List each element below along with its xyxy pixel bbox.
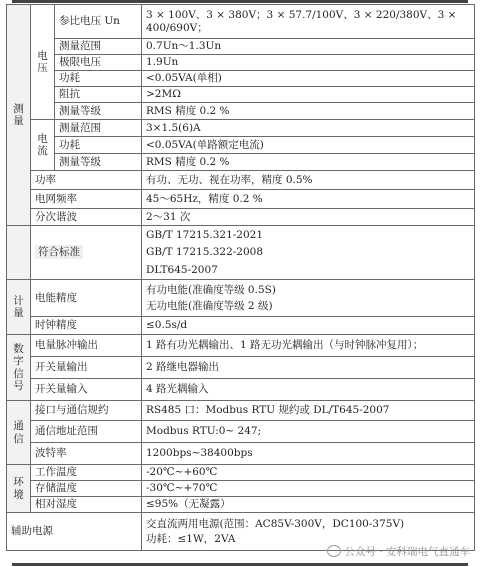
table-row [7,481,475,497]
row-label: 功耗 [55,71,142,87]
table-row [7,55,475,71]
row-value: 45～65Hz，精度 0.2 % [142,190,475,209]
standard-line: GB/T 17215.321-2021 [146,228,264,241]
category-meter: 计 量 [7,280,31,335]
row-label: 电能精度 [31,280,142,317]
row-value: 3×1.5(6)A [142,120,475,137]
row-value: 4 路光耦输入 [142,379,475,401]
aux-line: 功耗：≤1W，2VA [146,533,236,545]
row-value: ≤95%（无凝露） [142,497,475,513]
category-comm: 通 信 [7,401,31,465]
row-label: 通信地址范围 [31,421,142,443]
row-label: 功率 [31,171,142,190]
spec-table [6,4,475,551]
table-row [7,39,475,55]
row-label: 符合标准 [31,226,142,280]
wechat-icon [327,545,341,557]
standard-line: GB/T 17215.322-2008 [146,246,264,259]
row-label: 电网频率 [31,190,142,209]
row-label: 分次谐波 [31,209,142,226]
table-row [7,209,475,226]
row-value: 1200bps~38400bps [142,443,475,465]
table-row [7,120,475,137]
row-label: 极限电压 [55,55,142,71]
table-row [7,171,475,190]
row-label: 波特率 [31,443,142,465]
category-digital: 数 字 信 号 [7,335,31,401]
table-row [7,280,475,317]
category-measure: 测 量 [7,5,31,226]
row-label: 工作温度 [31,465,142,481]
row-value: RS485 口：Modbus RTU 规约或 DL/T645-2007 [142,401,475,421]
row-label: 阻抗 [55,87,142,103]
energy-line: 有功电能(准确度等级 0.5S) [146,284,276,296]
row-label: 测量等级 [55,103,142,120]
table-row [7,421,475,443]
row-value: <0.05VA(单相) [142,71,475,87]
row-label: 电量脉冲输出 [31,335,142,357]
table-row [7,317,475,335]
subcategory-voltage: 电 压 [31,5,55,120]
row-label: 相对湿度 [31,497,142,513]
row-value: 2 路继电器输出 [142,357,475,379]
row-label: 辅助电源 [7,513,142,551]
table-row [7,497,475,513]
table-row [7,335,475,357]
row-value [142,280,475,317]
table-row [7,87,475,103]
table-row [7,71,475,87]
subcategory-current: 电 流 [31,120,55,171]
standard-line: DLT645-2007 [146,263,218,276]
row-value: <0.05VA(单路额定电流) [142,137,475,154]
row-label: 时钟精度 [31,317,142,335]
row-label: 参比电压 Un [55,5,142,39]
row-value: RMS 精度 0.2 % [142,103,475,120]
table-row [7,465,475,481]
table-row [7,137,475,154]
row-value: ≤0.5s/d [142,317,475,335]
energy-line: 无功电能(准确度等级 2 级) [146,299,273,312]
table-row [7,443,475,465]
row-value: 2～31 次 [142,209,475,226]
watermark: 公众号 · 安科瑞电气直通车 [327,544,470,559]
row-value: 1.9Un [142,55,475,71]
table-row [7,154,475,171]
category-empty [7,226,31,280]
row-value: 0.7Un～1.3Un [142,39,475,55]
row-label: 测量范围 [55,39,142,55]
table-row [7,226,475,280]
table-row [7,103,475,120]
aux-line: 交直流两用电源(范围：AC85V-300V，DC100-375V) [146,517,405,530]
row-value: RMS 精度 0.2 % [142,154,475,171]
row-label: 存储温度 [31,481,142,497]
row-value: 有功、无功、视在功率，精度 0.5% [142,171,475,190]
row-value: >2MΩ [142,87,475,103]
row-value: -20℃~+60℃ [142,465,475,481]
row-value [142,226,475,280]
row-value: 3 × 100V、3 × 380V；3 × 57.7/100V、3 × 220/380V、3 × 400/690V； [142,5,475,39]
table-row [7,357,475,379]
row-label: 测量等级 [55,154,142,171]
table-row [7,401,475,421]
row-value: 1 路有功光耦输出、1 路无功光耦输出（与时钟脉冲复用）； [142,335,475,357]
table-row [7,190,475,209]
row-label: 开关量输入 [31,379,142,401]
row-label: 测量范围 [55,120,142,137]
table-row [7,379,475,401]
category-env: 环 境 [7,465,31,513]
row-label: 接口与通信规约 [31,401,142,421]
row-value: -30℃~+70℃ [142,481,475,497]
row-label: 功耗 [55,137,142,154]
table-row [7,5,475,39]
row-value: Modbus RTU:0~ 247; [142,421,475,443]
row-label: 开关量输出 [31,357,142,379]
